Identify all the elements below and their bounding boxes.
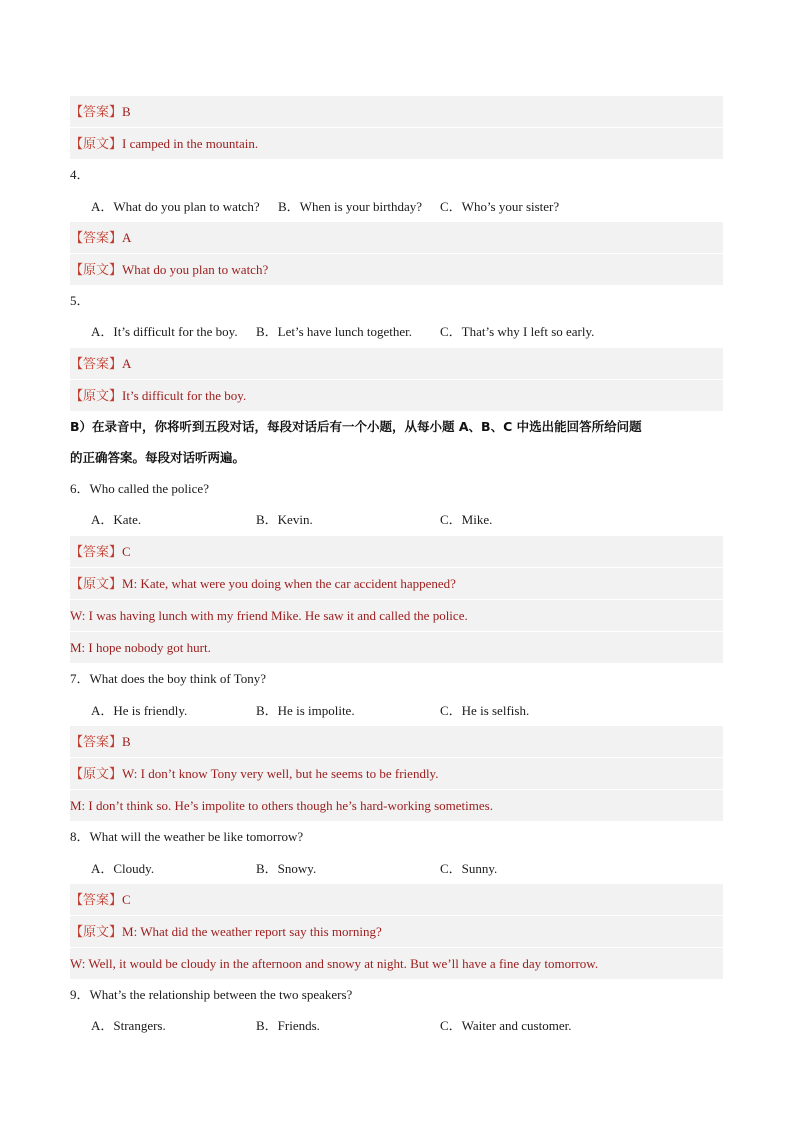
answer-tag: 【答案】 bbox=[70, 229, 123, 245]
q5-answer bbox=[70, 348, 723, 379]
answer-value: B bbox=[122, 733, 131, 749]
q4-answer bbox=[70, 222, 723, 253]
option-c: C．He is selfish. bbox=[440, 702, 530, 718]
answer-tag: 【答案】 bbox=[70, 891, 123, 907]
q9-question: 9．What’s the relationship between the two speakers? bbox=[70, 987, 353, 1003]
option-c: C．Who’s your sister? bbox=[440, 198, 560, 214]
source-text: I camped in the mountain. bbox=[122, 136, 259, 152]
option-c: C．That’s why I left so early. bbox=[440, 324, 595, 340]
q7-question: 7．What does the boy think of Tony? bbox=[70, 671, 266, 687]
q6-source-line-2: W: I was having lunch with my friend Mike. He saw it and called the police. bbox=[70, 599, 723, 631]
option-c: C．Sunny. bbox=[440, 860, 498, 876]
q4-options bbox=[70, 191, 723, 222]
q8-question: 8．What will the weather be like tomorrow? bbox=[70, 829, 304, 845]
source-tag: 【原文】 bbox=[70, 923, 123, 939]
q5-source bbox=[70, 379, 723, 411]
source-tag: 【原文】 bbox=[70, 765, 123, 781]
option-b: B．Kevin. bbox=[256, 512, 313, 528]
option-a: A．Kate. bbox=[91, 512, 142, 528]
answer-value: C bbox=[122, 543, 131, 559]
option-c: C．Mike. bbox=[440, 512, 493, 528]
source-tag: 【原文】 bbox=[70, 261, 123, 277]
answer-value: C bbox=[122, 891, 131, 907]
option-a: A．Strangers. bbox=[91, 1018, 166, 1034]
source-text: W: I don’t know Tony very well, but he seems to be friendly. bbox=[122, 765, 439, 781]
source-text: It’s difficult for the boy. bbox=[122, 387, 247, 403]
option-b: B．When is your birthday? bbox=[278, 198, 423, 214]
q6-source bbox=[70, 567, 723, 599]
option-a: A．It’s difficult for the boy. bbox=[91, 324, 238, 340]
q4-number: 4． bbox=[70, 167, 90, 183]
answer-value: B bbox=[122, 104, 131, 119]
q7-options bbox=[70, 695, 723, 726]
answer-tag: 【答案】 bbox=[70, 104, 123, 119]
q4-source bbox=[70, 253, 723, 285]
q7-source bbox=[70, 757, 723, 789]
section-b-instructions: B）在录音中，你将听到五段对话，每段对话后有一个小题，从每小题 A、B、C 中选出能回答所给问题 bbox=[70, 418, 642, 434]
q5-number: 5． bbox=[70, 293, 90, 309]
option-a: A．He is friendly. bbox=[91, 702, 188, 718]
source-text: M: Kate, what were you doing when the car accident happened? bbox=[122, 575, 456, 591]
q7-answer bbox=[70, 726, 723, 757]
q3-source bbox=[70, 127, 723, 159]
option-a: A．Cloudy. bbox=[91, 860, 155, 876]
option-b: B．Let’s have lunch together. bbox=[256, 324, 412, 340]
exam-content bbox=[70, 96, 723, 1042]
answer-tag: 【答案】 bbox=[70, 355, 123, 371]
option-b: B．Snowy. bbox=[256, 860, 317, 876]
source-text: M: What did the weather report say this morning? bbox=[122, 923, 382, 939]
section-b-instructions-cont: 的正确答案。每段对话听两遍。 bbox=[70, 450, 246, 466]
q6-source-line-3: M: I hope nobody got hurt. bbox=[70, 631, 723, 663]
q8-source bbox=[70, 915, 723, 947]
q6-answer bbox=[70, 536, 723, 567]
q5-options bbox=[70, 316, 723, 347]
q6-options bbox=[70, 504, 723, 535]
q8-options bbox=[70, 853, 723, 884]
answer-value: A bbox=[122, 355, 132, 371]
option-b: B．He is impolite. bbox=[256, 702, 355, 718]
q8-answer bbox=[70, 884, 723, 915]
source-tag: 【原文】 bbox=[70, 387, 123, 403]
option-b: B．Friends. bbox=[256, 1018, 320, 1034]
q3-answer bbox=[70, 96, 723, 127]
q7-source-line-2: M: I don’t think so. He’s impolite to others though he’s hard-working sometimes. bbox=[70, 789, 723, 821]
source-text: What do you plan to watch? bbox=[122, 261, 269, 277]
answer-value: A bbox=[122, 229, 132, 245]
q8-source-line-2: W: Well, it would be cloudy in the afternoon and snowy at night. But we’ll have a fine day tomorrow. bbox=[70, 947, 723, 979]
source-tag: 【原文】 bbox=[70, 575, 123, 591]
source-tag: 【原文】 bbox=[70, 136, 123, 152]
q9-options bbox=[70, 1010, 723, 1041]
answer-tag: 【答案】 bbox=[70, 733, 123, 749]
answer-tag: 【答案】 bbox=[70, 543, 123, 559]
option-c: C．Waiter and customer. bbox=[440, 1018, 572, 1034]
q6-question: 6．Who called the police? bbox=[70, 481, 209, 497]
option-a: A．What do you plan to watch? bbox=[91, 198, 260, 214]
